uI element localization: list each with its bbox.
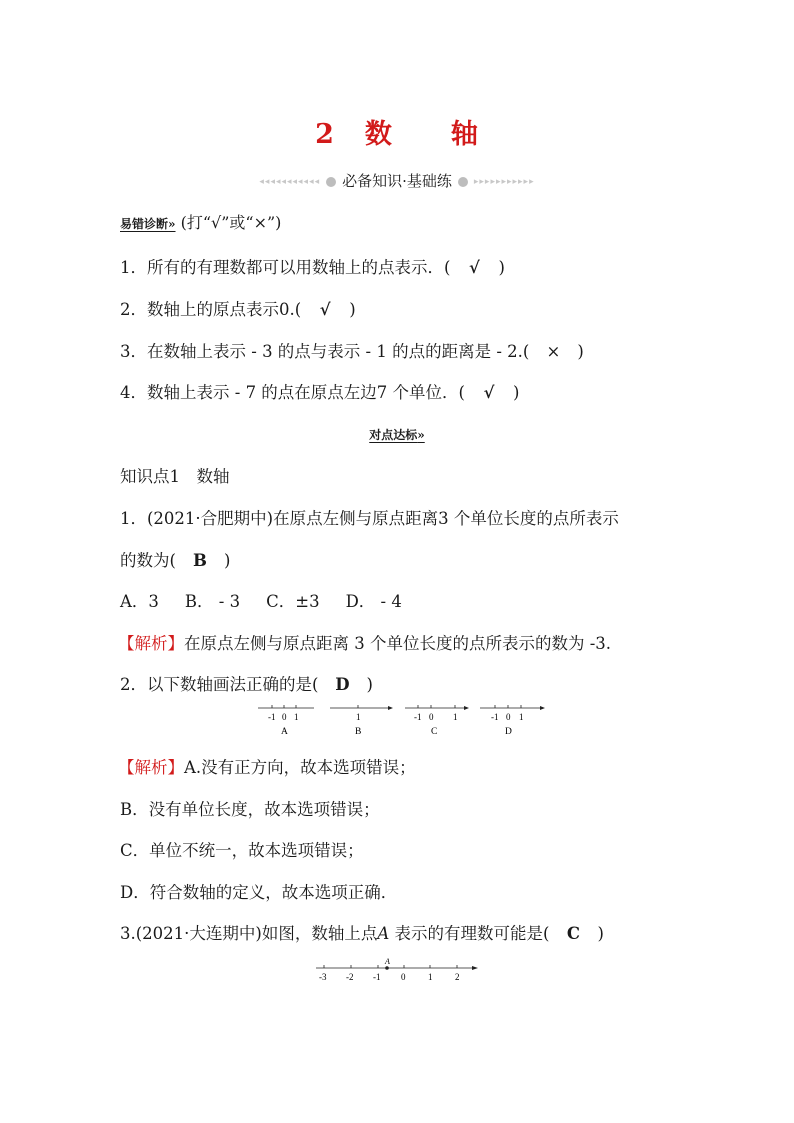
tf-item-1 [120, 254, 505, 278]
q3-stem-after: 表示的有理数可能是( [389, 924, 550, 943]
explanation-text: A.没有正方向，故本选项错误； [184, 758, 416, 777]
page-title [0, 112, 794, 151]
figure-letter: A [281, 727, 288, 737]
q2-line [120, 671, 373, 695]
tick-label: 0 [401, 972, 406, 982]
tf-item-3 [120, 338, 584, 362]
point-a-label: A [385, 957, 390, 966]
q1-explanation [118, 630, 611, 654]
q2-explanation-4: D．符合数轴的定义，故本选项正确． [120, 883, 398, 902]
q2-explanation-1 [118, 754, 416, 778]
practice-header [0, 424, 794, 443]
tf-text: 2．数轴上的原点表示0.( [120, 300, 302, 319]
tick-label: -2 [346, 972, 354, 982]
figure-letter: C [431, 727, 438, 737]
figure-b [330, 705, 393, 737]
tf-text: 4．数轴上表示 - 7 的点在原点左边7 个单位．( [120, 383, 465, 402]
diagnosis-header [120, 210, 281, 233]
chevron-icon: » [417, 428, 425, 442]
banner-left-decoration: ◂◂◂◂◂◂◂◂◂◂◂ [259, 177, 321, 187]
explanation-label: 【解析】 [118, 758, 184, 777]
banner-right-dot-icon [458, 177, 468, 187]
q3-answer: C [566, 924, 581, 943]
figure-letter: D [505, 727, 512, 737]
section-banner [0, 170, 794, 191]
diagnosis-instruction: (打“√”或“×”) [180, 213, 282, 232]
tick-label: 1 [356, 712, 361, 722]
knowledge-point-heading: 知识点1 数轴 [120, 467, 230, 486]
practice-tag: 对点达标 [369, 428, 418, 442]
title-word-1: 数 [364, 119, 393, 150]
tick-label: 1 [453, 712, 458, 722]
tick-label: 0 [429, 712, 434, 722]
tick-label: -1 [373, 972, 381, 982]
q2-explanation-3: C．单位不统一，故本选项错误； [120, 841, 364, 860]
figure-d [480, 705, 545, 737]
banner-left-dot-icon [326, 177, 336, 187]
q1-option-c: C．±3 [266, 592, 320, 611]
q1-option-d: D． - 4 [345, 592, 402, 611]
tick-label: 1 [294, 712, 299, 722]
q1-options [120, 588, 402, 612]
tick-label: 1 [519, 712, 524, 722]
q1-answer: B [192, 551, 207, 570]
tf-answer: √ [469, 258, 480, 277]
tick-label: 2 [455, 972, 460, 982]
q3-close: ) [597, 924, 604, 943]
tf-answer: × [546, 342, 561, 361]
q1-line-1: 1．(2021·合肥期中)在原点左侧与原点距离3 个单位长度的点所表示 [120, 509, 619, 528]
figure-a [258, 705, 314, 737]
point-a-marker [385, 966, 389, 970]
q3-stem: 3.(2021·大连期中)如图，数轴上点 [120, 924, 378, 943]
q1-stem: 的数为( [120, 551, 176, 570]
q1-close: ) [223, 551, 231, 570]
diagnosis-tag: 易错诊断 [120, 217, 169, 231]
tf-text: 3．在数轴上表示 - 3 的点与表示 - 1 的点的距离是 - 2.( [120, 342, 530, 361]
tf-answer: √ [483, 383, 495, 402]
tick-label: 1 [428, 972, 433, 982]
tf-close: ) [577, 342, 584, 361]
tick-label: 0 [506, 712, 511, 722]
title-word-2: 轴 [450, 119, 479, 150]
q2-stem: 2．以下数轴画法正确的是( [120, 675, 319, 694]
q3-number-line [312, 956, 484, 986]
q2-answer: D [335, 675, 350, 694]
q1-line-2 [120, 547, 230, 571]
tf-item-4 [120, 379, 519, 403]
tf-text: 1．所有的有理数都可以用数轴上的点表示．( [120, 258, 451, 277]
q3-point-label: A [377, 924, 390, 943]
q1-option-b: B． - 3 [184, 592, 241, 611]
tick-label: -1 [268, 712, 276, 722]
tf-item-2 [120, 296, 356, 320]
banner-text: 必备知识·基础练 [342, 172, 452, 190]
tick-label: -3 [319, 972, 327, 982]
explanation-label: 【解析】 [118, 634, 184, 653]
q2-close: ) [366, 675, 373, 694]
q2-explanation-2: B．没有单位长度，故本选项错误； [120, 800, 380, 819]
figure-letter: B [355, 727, 362, 737]
tf-close: ) [349, 300, 356, 319]
q3-line [120, 920, 604, 944]
tf-close: ) [498, 258, 505, 277]
q1-option-a: A．3 [120, 592, 159, 611]
chevron-icon: » [168, 217, 176, 231]
tf-close: ) [513, 383, 520, 402]
figure-c [405, 705, 469, 737]
tick-label: 0 [282, 712, 287, 722]
tick-label: -1 [414, 712, 422, 722]
arrow-icon [472, 966, 478, 970]
banner-right-decoration: ▸▸▸▸▸▸▸▸▸▸▸ [473, 177, 535, 187]
tick-label: -1 [491, 712, 499, 722]
title-number: 2 [315, 119, 335, 150]
explanation-text: 在原点左侧与原点距离 3 个单位长度的点所表示的数为 -3. [184, 634, 612, 653]
tf-answer: √ [319, 300, 331, 319]
q2-number-line-figures [250, 698, 550, 740]
